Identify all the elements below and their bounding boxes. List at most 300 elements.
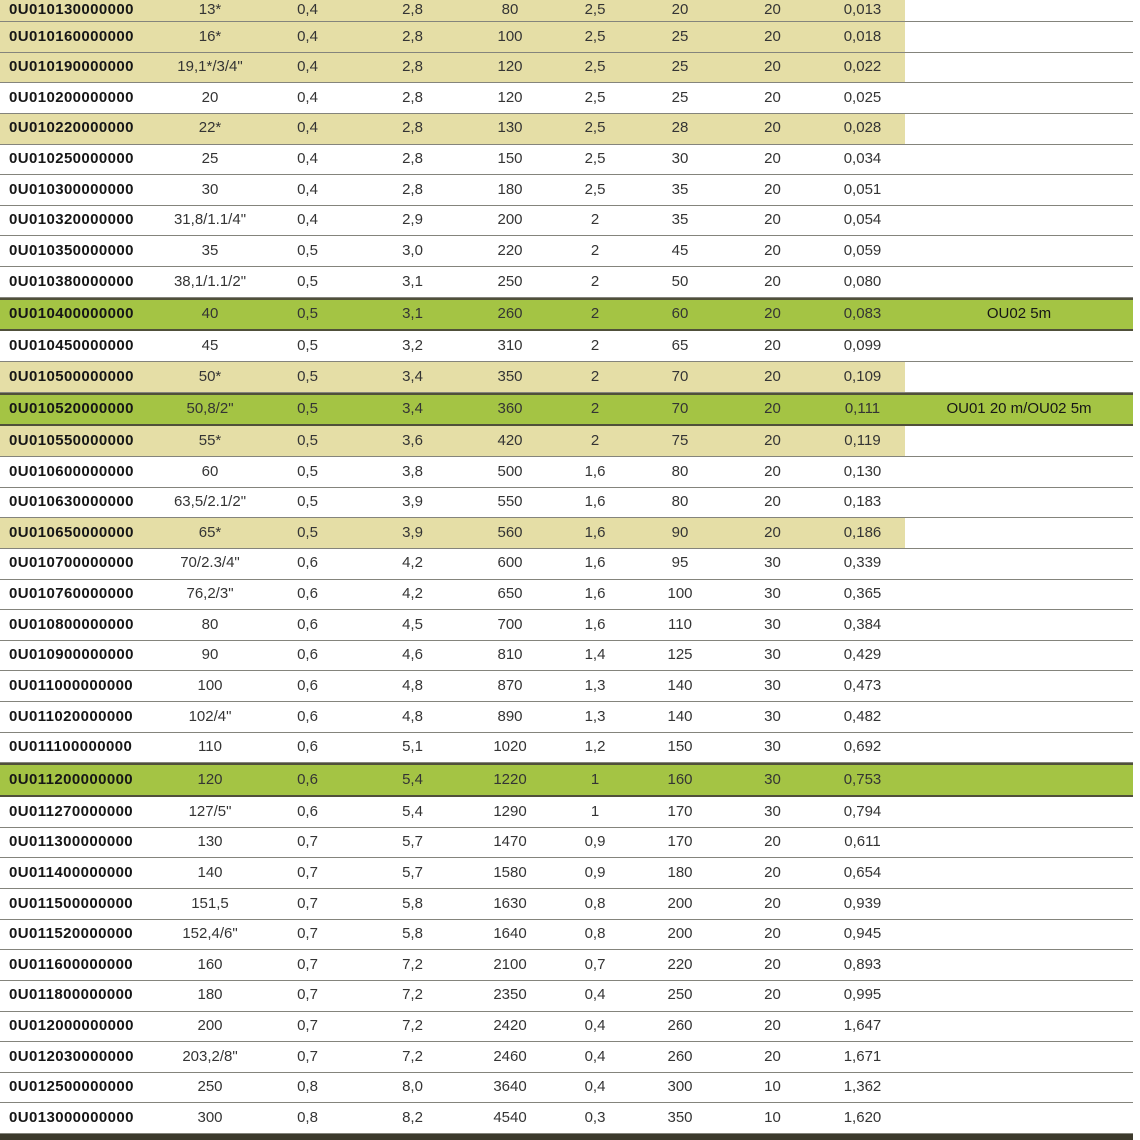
value-cell-5: 260 xyxy=(667,1048,693,1065)
value-cell-4: 1,6 xyxy=(584,494,606,511)
value-cell-6: 20 xyxy=(764,151,781,168)
value-cell-5: 35 xyxy=(671,212,689,229)
value-cell-3: 130 xyxy=(497,120,523,137)
value-cell-1: 0,5 xyxy=(297,273,318,290)
value-cell-2: 7,2 xyxy=(402,1018,423,1035)
product-code-cell: 0U011300000000 xyxy=(9,834,134,851)
table-row xyxy=(0,702,1133,733)
value-cell-3: 310 xyxy=(497,337,523,354)
value-cell-4: 2 xyxy=(590,273,600,290)
value-cell-2: 2,8 xyxy=(402,151,423,168)
value-cell-6: 20 xyxy=(764,337,781,354)
value-cell-5: 50 xyxy=(671,273,689,290)
value-cell-4: 1,6 xyxy=(584,586,606,603)
value-cell-6: 20 xyxy=(764,401,781,418)
value-cell-7: 0,099 xyxy=(843,337,882,354)
value-cell-7: 0,794 xyxy=(843,803,882,820)
value-cell-7: 0,083 xyxy=(843,306,882,323)
value-cell-1: 0,7 xyxy=(297,926,318,943)
value-cell-6: 20 xyxy=(764,834,781,851)
value-cell-2: 3,1 xyxy=(402,273,423,290)
value-cell-4: 1,2 xyxy=(584,739,606,756)
value-cell-6: 20 xyxy=(764,28,781,45)
value-cell-7: 0,013 xyxy=(843,2,882,19)
value-cell-4: 2,5 xyxy=(584,181,606,198)
value-cell-2: 7,2 xyxy=(402,987,423,1004)
product-code-cell: 0U011270000000 xyxy=(9,803,134,820)
size-cell: 22* xyxy=(198,120,222,137)
value-cell-3: 100 xyxy=(497,28,523,45)
value-cell-6: 10 xyxy=(764,1109,781,1126)
value-cell-2: 4,6 xyxy=(402,647,423,664)
table-row xyxy=(0,858,1133,889)
value-cell-3: 1580 xyxy=(493,864,527,881)
product-code-cell: 0U010400000000 xyxy=(9,306,134,323)
value-cell-5: 140 xyxy=(667,678,693,695)
value-cell-7: 0,059 xyxy=(843,243,882,260)
size-cell: 45 xyxy=(201,337,219,354)
value-cell-5: 260 xyxy=(667,1018,693,1035)
product-code-cell: 0U010630000000 xyxy=(9,494,134,511)
value-cell-7: 0,109 xyxy=(843,368,882,385)
value-cell-2: 5,1 xyxy=(402,739,423,756)
value-cell-5: 95 xyxy=(671,555,689,572)
product-code-cell: 0U010350000000 xyxy=(9,243,134,260)
value-cell-2: 4,8 xyxy=(402,708,423,725)
value-cell-1: 0,7 xyxy=(297,1048,318,1065)
value-cell-4: 0,9 xyxy=(584,864,606,881)
value-cell-3: 150 xyxy=(497,151,523,168)
value-cell-1: 0,4 xyxy=(297,151,318,168)
value-cell-6: 30 xyxy=(764,739,781,756)
value-cell-1: 0,6 xyxy=(297,647,318,664)
value-cell-7: 0,654 xyxy=(843,864,882,881)
value-cell-1: 0,7 xyxy=(297,864,318,881)
product-code-cell: 0U010200000000 xyxy=(9,89,134,106)
size-cell: 13* xyxy=(198,2,222,19)
value-cell-7: 0,018 xyxy=(843,28,882,45)
value-cell-7: 0,022 xyxy=(843,59,882,76)
value-cell-4: 0,4 xyxy=(584,1079,606,1096)
value-cell-7: 0,995 xyxy=(843,987,882,1004)
value-cell-5: 110 xyxy=(668,616,692,633)
size-cell: 20 xyxy=(201,89,219,106)
value-cell-7: 1,620 xyxy=(843,1109,882,1126)
value-cell-6: 20 xyxy=(764,1018,781,1035)
value-cell-2: 3,0 xyxy=(402,243,423,260)
value-cell-2: 2,8 xyxy=(402,181,423,198)
note-cell: OU02 5m xyxy=(986,306,1052,323)
size-cell: 50,8/2" xyxy=(186,401,234,418)
value-cell-3: 1020 xyxy=(493,739,527,756)
value-cell-2: 2,9 xyxy=(402,212,423,229)
table-row xyxy=(0,1073,1133,1104)
value-cell-1: 0,7 xyxy=(297,1018,318,1035)
product-code-cell: 0U011800000000 xyxy=(9,987,134,1004)
value-cell-5: 45 xyxy=(671,243,689,260)
table-row xyxy=(0,889,1133,920)
value-cell-1: 0,7 xyxy=(297,834,318,851)
size-cell: 151,5 xyxy=(191,895,229,912)
size-cell: 30 xyxy=(201,181,219,198)
value-cell-3: 3640 xyxy=(493,1079,527,1096)
value-cell-5: 80 xyxy=(671,494,689,511)
table-row xyxy=(0,828,1133,859)
size-cell: 140 xyxy=(197,864,223,881)
value-cell-5: 200 xyxy=(667,926,693,943)
product-code-cell: 0U010320000000 xyxy=(9,212,134,229)
value-cell-6: 20 xyxy=(764,494,781,511)
value-cell-3: 200 xyxy=(497,212,523,229)
value-cell-1: 0,5 xyxy=(297,243,318,260)
value-cell-4: 2,5 xyxy=(584,28,606,45)
value-cell-7: 0,080 xyxy=(843,273,882,290)
value-cell-7: 0,028 xyxy=(843,120,882,137)
product-code-cell: 0U010450000000 xyxy=(9,337,134,354)
value-cell-6: 20 xyxy=(764,895,781,912)
value-cell-2: 4,2 xyxy=(402,586,423,603)
product-code-cell: 0U013000000000 xyxy=(9,1109,134,1126)
table-row xyxy=(0,610,1133,641)
value-cell-6: 20 xyxy=(764,956,781,973)
value-cell-7: 0,893 xyxy=(843,956,882,973)
size-cell: 80 xyxy=(201,616,219,633)
value-cell-2: 4,8 xyxy=(402,678,423,695)
product-code-cell: 0U010700000000 xyxy=(9,555,134,572)
table-row xyxy=(0,362,1133,393)
value-cell-3: 180 xyxy=(497,181,523,198)
product-code-cell: 0U011100000000 xyxy=(9,739,133,756)
size-cell: 60 xyxy=(201,463,219,480)
table-row xyxy=(0,981,1133,1012)
value-cell-7: 1,647 xyxy=(843,1018,882,1035)
product-code-cell: 0U010900000000 xyxy=(9,647,134,664)
table-row xyxy=(0,580,1133,611)
size-cell: 55* xyxy=(198,432,222,449)
value-cell-7: 1,362 xyxy=(843,1079,882,1096)
value-cell-5: 180 xyxy=(667,864,693,881)
value-cell-5: 30 xyxy=(671,151,689,168)
size-cell: 120 xyxy=(197,771,223,788)
product-code-cell: 0U010190000000 xyxy=(9,59,134,76)
table-row xyxy=(0,1042,1133,1073)
size-cell: 160 xyxy=(197,956,223,973)
value-cell-2: 3,4 xyxy=(402,401,423,418)
product-code-cell: 0U010300000000 xyxy=(9,181,134,198)
value-cell-3: 500 xyxy=(497,463,523,480)
value-cell-4: 1,6 xyxy=(584,463,606,480)
value-cell-3: 600 xyxy=(497,555,523,572)
value-cell-4: 0,8 xyxy=(584,895,606,912)
value-cell-4: 2,5 xyxy=(584,59,606,76)
value-cell-5: 300 xyxy=(667,1079,693,1096)
table-row xyxy=(0,763,1133,797)
value-cell-1: 0,4 xyxy=(297,2,318,19)
value-cell-6: 20 xyxy=(764,181,781,198)
value-cell-6: 20 xyxy=(764,368,781,385)
value-cell-7: 0,119 xyxy=(844,432,881,449)
value-cell-3: 2100 xyxy=(493,956,527,973)
value-cell-1: 0,6 xyxy=(297,771,318,788)
value-cell-2: 7,2 xyxy=(402,1048,423,1065)
table-row xyxy=(0,175,1133,206)
product-code-cell: 0U011200000000 xyxy=(9,771,134,788)
size-cell: 35 xyxy=(201,243,219,260)
table-row xyxy=(0,549,1133,580)
value-cell-3: 4540 xyxy=(493,1109,527,1126)
value-cell-1: 0,5 xyxy=(297,432,318,449)
value-cell-6: 30 xyxy=(764,586,781,603)
table-row xyxy=(0,236,1133,267)
value-cell-7: 0,482 xyxy=(843,708,882,725)
value-cell-5: 70 xyxy=(671,401,689,418)
value-cell-1: 0,7 xyxy=(297,895,318,912)
value-cell-1: 0,4 xyxy=(297,28,318,45)
value-cell-1: 0,5 xyxy=(297,401,318,418)
value-cell-5: 170 xyxy=(667,803,693,820)
value-cell-4: 1,6 xyxy=(584,616,606,633)
value-cell-5: 350 xyxy=(667,1109,693,1126)
table-row xyxy=(0,426,1133,457)
value-cell-3: 360 xyxy=(497,401,523,418)
value-cell-1: 0,5 xyxy=(297,463,318,480)
table-row xyxy=(0,114,1133,145)
value-cell-3: 420 xyxy=(497,432,523,449)
value-cell-1: 0,6 xyxy=(297,555,318,572)
value-cell-3: 2350 xyxy=(493,987,527,1004)
value-cell-6: 20 xyxy=(764,120,781,137)
value-cell-2: 2,8 xyxy=(402,89,423,106)
value-cell-3: 2460 xyxy=(493,1048,527,1065)
value-cell-2: 5,8 xyxy=(402,926,423,943)
table-row xyxy=(0,22,1133,53)
value-cell-6: 30 xyxy=(764,678,781,695)
value-cell-7: 0,611 xyxy=(844,834,881,851)
value-cell-2: 3,9 xyxy=(402,494,423,511)
value-cell-3: 810 xyxy=(497,647,523,664)
product-code-cell: 0U011020000000 xyxy=(9,708,134,725)
size-cell: 31,8/1.1/4" xyxy=(173,212,247,229)
value-cell-2: 7,2 xyxy=(402,956,423,973)
value-cell-5: 220 xyxy=(667,956,693,973)
value-cell-5: 150 xyxy=(667,739,693,756)
table-row xyxy=(0,331,1133,362)
table-row xyxy=(0,83,1133,114)
value-cell-3: 870 xyxy=(497,678,523,695)
table-row xyxy=(0,393,1133,427)
size-cell: 19,1*/3/4" xyxy=(177,59,243,76)
table-row xyxy=(0,145,1133,176)
value-cell-7: 1,671 xyxy=(843,1048,882,1065)
value-cell-7: 0,025 xyxy=(843,89,882,106)
value-cell-2: 3,6 xyxy=(402,432,423,449)
value-cell-1: 0,4 xyxy=(297,89,318,106)
product-code-cell: 0U010380000000 xyxy=(9,273,134,290)
value-cell-4: 1,3 xyxy=(584,708,606,725)
value-cell-5: 25 xyxy=(671,59,689,76)
value-cell-5: 160 xyxy=(667,771,693,788)
product-code-cell: 0U010550000000 xyxy=(9,432,134,449)
value-cell-4: 2,5 xyxy=(584,151,606,168)
value-cell-7: 0,753 xyxy=(843,771,882,788)
value-cell-1: 0,7 xyxy=(297,987,318,1004)
size-cell: 180 xyxy=(197,987,223,1004)
value-cell-3: 1220 xyxy=(493,771,527,788)
value-cell-1: 0,6 xyxy=(297,739,318,756)
value-cell-7: 0,054 xyxy=(843,212,882,229)
value-cell-4: 2 xyxy=(590,212,600,229)
table-row xyxy=(0,0,1133,22)
value-cell-5: 125 xyxy=(667,647,693,664)
value-cell-4: 2 xyxy=(590,337,600,354)
value-cell-5: 140 xyxy=(667,708,693,725)
product-code-cell: 0U011000000000 xyxy=(9,678,134,695)
value-cell-3: 1470 xyxy=(493,834,527,851)
size-cell: 25 xyxy=(201,151,219,168)
size-cell: 40 xyxy=(201,306,219,323)
size-cell: 152,4/6" xyxy=(182,926,238,943)
value-cell-3: 650 xyxy=(497,586,523,603)
product-code-cell: 0U011600000000 xyxy=(9,956,134,973)
value-cell-1: 0,8 xyxy=(297,1079,318,1096)
value-cell-4: 1 xyxy=(590,771,600,788)
table-row xyxy=(0,950,1133,981)
value-cell-7: 0,186 xyxy=(843,524,882,541)
value-cell-1: 0,5 xyxy=(297,368,318,385)
value-cell-7: 0,945 xyxy=(843,926,882,943)
table-row xyxy=(0,733,1133,764)
value-cell-5: 170 xyxy=(667,834,693,851)
product-code-cell: 0U010130000000 xyxy=(9,2,134,19)
value-cell-6: 30 xyxy=(764,647,781,664)
value-cell-7: 0,034 xyxy=(843,151,882,168)
value-cell-2: 5,8 xyxy=(402,895,423,912)
value-cell-2: 2,8 xyxy=(402,2,423,19)
value-cell-1: 0,5 xyxy=(297,306,318,323)
table-row xyxy=(0,53,1133,84)
table-row xyxy=(0,457,1133,488)
size-cell: 130 xyxy=(197,834,223,851)
value-cell-4: 2 xyxy=(590,243,600,260)
table-row xyxy=(0,267,1133,298)
value-cell-4: 0,7 xyxy=(584,956,606,973)
value-cell-4: 2 xyxy=(590,401,600,418)
value-cell-1: 0,6 xyxy=(297,803,318,820)
size-cell: 110 xyxy=(198,739,222,756)
table-row xyxy=(0,641,1133,672)
value-cell-6: 10 xyxy=(764,1079,781,1096)
value-cell-3: 260 xyxy=(497,306,523,323)
value-cell-2: 2,8 xyxy=(402,28,423,45)
value-cell-5: 250 xyxy=(667,987,693,1004)
size-cell: 200 xyxy=(197,1018,223,1035)
value-cell-3: 120 xyxy=(497,89,523,106)
value-cell-2: 8,0 xyxy=(402,1079,423,1096)
value-cell-4: 1,6 xyxy=(584,555,606,572)
value-cell-2: 5,7 xyxy=(402,834,423,851)
value-cell-4: 1,3 xyxy=(584,678,606,695)
product-code-cell: 0U010650000000 xyxy=(9,524,134,541)
value-cell-1: 0,4 xyxy=(297,181,318,198)
value-cell-1: 0,6 xyxy=(297,708,318,725)
table-row xyxy=(0,920,1133,951)
value-cell-4: 2,5 xyxy=(584,120,606,137)
value-cell-7: 0,365 xyxy=(843,586,882,603)
value-cell-6: 20 xyxy=(764,463,781,480)
value-cell-6: 30 xyxy=(764,708,781,725)
value-cell-7: 0,183 xyxy=(843,494,882,511)
value-cell-2: 2,8 xyxy=(402,120,423,137)
value-cell-3: 220 xyxy=(497,243,523,260)
value-cell-3: 80 xyxy=(501,2,519,19)
value-cell-6: 30 xyxy=(764,803,781,820)
value-cell-3: 1290 xyxy=(493,803,527,820)
value-cell-1: 0,5 xyxy=(297,494,318,511)
table-row xyxy=(0,298,1133,332)
size-cell: 70/2.3/4" xyxy=(180,555,240,572)
value-cell-3: 1640 xyxy=(493,926,527,943)
product-code-cell: 0U010760000000 xyxy=(9,586,134,603)
value-cell-6: 20 xyxy=(764,2,781,19)
value-cell-4: 1 xyxy=(590,803,600,820)
value-cell-5: 25 xyxy=(671,28,689,45)
size-cell: 50* xyxy=(198,368,222,385)
value-cell-5: 65 xyxy=(671,337,689,354)
value-cell-2: 4,2 xyxy=(402,555,423,572)
value-cell-4: 0,3 xyxy=(584,1109,606,1126)
value-cell-1: 0,4 xyxy=(297,120,318,137)
value-cell-5: 60 xyxy=(671,306,689,323)
size-cell: 203,2/8" xyxy=(182,1048,238,1065)
product-code-cell: 0U010800000000 xyxy=(9,616,134,633)
value-cell-4: 2,5 xyxy=(584,89,606,106)
table-row xyxy=(0,671,1133,702)
value-cell-7: 0,339 xyxy=(843,555,882,572)
value-cell-1: 0,6 xyxy=(297,616,318,633)
value-cell-6: 20 xyxy=(764,212,781,229)
value-cell-3: 350 xyxy=(497,368,523,385)
size-cell: 250 xyxy=(197,1079,223,1096)
value-cell-2: 5,4 xyxy=(402,771,423,788)
value-cell-5: 80 xyxy=(671,463,689,480)
size-cell: 16* xyxy=(198,28,222,45)
value-cell-3: 2420 xyxy=(493,1018,527,1035)
product-code-cell: 0U010250000000 xyxy=(9,151,134,168)
value-cell-3: 120 xyxy=(497,59,523,76)
value-cell-5: 200 xyxy=(667,895,693,912)
value-cell-4: 0,9 xyxy=(584,834,606,851)
value-cell-4: 1,4 xyxy=(584,647,606,664)
value-cell-5: 20 xyxy=(671,2,689,19)
value-cell-6: 20 xyxy=(764,926,781,943)
product-code-cell: 0U010160000000 xyxy=(9,28,134,45)
value-cell-6: 20 xyxy=(764,306,781,323)
value-cell-7: 0,384 xyxy=(843,616,882,633)
value-cell-5: 90 xyxy=(671,524,689,541)
product-code-cell: 0U010600000000 xyxy=(9,463,134,480)
value-cell-6: 20 xyxy=(764,1048,781,1065)
value-cell-1: 0,6 xyxy=(297,586,318,603)
value-cell-6: 20 xyxy=(764,273,781,290)
value-cell-3: 560 xyxy=(497,524,523,541)
value-cell-2: 3,1 xyxy=(402,306,423,323)
value-cell-1: 0,5 xyxy=(297,337,318,354)
size-cell: 127/5" xyxy=(188,803,232,820)
table-row xyxy=(0,518,1133,549)
value-cell-2: 3,2 xyxy=(402,337,423,354)
value-cell-5: 28 xyxy=(671,120,689,137)
value-cell-1: 0,6 xyxy=(297,678,318,695)
